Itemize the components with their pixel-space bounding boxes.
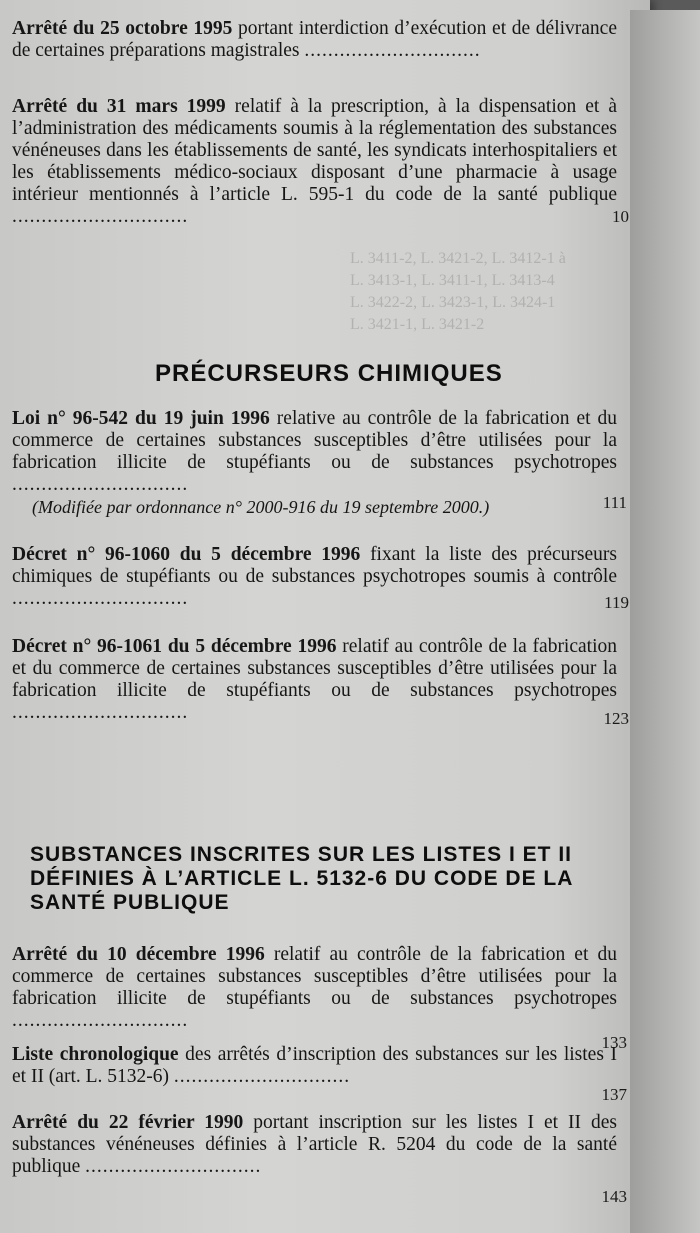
dot-leader: .............................. [12,1010,189,1031]
entry-description: des arrêtés d’inscription des substances sur les listes I et II (art. L. 5132-6) [12,1044,617,1087]
dot-leader: .............................. [12,206,189,227]
page-number: 123 [603,709,629,728]
page-number: 111 [602,493,627,512]
entry-title: Arrêté du 22 février 1990 [12,1112,244,1133]
bleed-through-text: L. 3411-2, L. 3421-2, L. 3412-1 à L. 3413-1, L. 3411-1, L. 3413-4 L. 3422-2, L. 3423-1, L. 3424-1 L. 3421-1, L. 3421-2 [350,250,566,333]
page-number: 133 [601,1033,627,1052]
dot-leader: .............................. [12,474,189,495]
entry-description: relatif à la prescription, à la dispensation et à l’administration des médicaments soumis à la réglementation des substances vénéneuses dans les établissements de santé, les syndicats interhospitaliers et les établissements médico-sociaux disposant d’une pharmacie à usage intérieur mentionnés à l’article L. 595-1 du code de la santé publique [12,96,617,205]
page-number: 137 [601,1085,627,1104]
amendment-note: (Modifiée par ordonnance n° 2000-916 du 19 septembre 2000.) [32,497,490,517]
toc-entry[interactable] [12,1112,627,1206]
entry-title: Arrêté du 10 décembre 1996 [12,944,265,965]
entry-description: relatif au contrôle de la fabrication et du commerce de certaines substances susceptibles d’être utilisées pour la fabrication illicite de stupéfiants ou de substances psychotropes [12,636,617,701]
entry-description: portant inscription sur les listes I et II des substances vénéneuses définies à l’article R. 5204 du code de la santé publique [12,1112,617,1177]
toc-entry[interactable] [12,408,627,518]
page-number: 143 [601,1187,627,1206]
toc-entry[interactable] [12,944,627,1052]
section-heading: SUBSTANCES INSCRITES SUR LES LISTES I ET II DÉFINIES À L’ARTICLE L. 5132-6 DU CODE DE LA SANTÉ PUBLIQUE [30,843,573,914]
entry-title: Loi n° 96-542 du 19 juin 1996 [12,408,270,429]
dot-leader: .............................. [12,588,189,609]
dot-leader: .............................. [85,1156,262,1177]
dot-leader: .............................. [304,40,481,61]
page-number: 10 [612,207,629,226]
toc-entry[interactable] [12,96,629,228]
entry-description: relative au contrôle de la fabrication et du commerce de certaines substances susceptibles d’être utilisées pour la fabrication illicite de stupéfiants ou de substances psychotropes [12,408,618,473]
entry-title: Décret n° 96-1061 du 5 décembre 1996 [12,636,337,657]
entry-description: portant interdiction d’exécution et de délivrance de certaines préparations magistrales [12,18,617,61]
entry-title: Liste chronologique [12,1044,179,1065]
dot-leader: .............................. [173,1066,351,1087]
toc-entry[interactable] [12,544,629,612]
entry-title: Décret n° 96-1060 du 5 décembre 1996 [12,544,361,565]
section-heading: PRÉCURSEURS CHIMIQUES [155,360,503,387]
toc-entry[interactable] [12,636,629,728]
toc-entry[interactable] [12,1044,627,1104]
entry-description: fixant la liste des précurseurs chimiques de stupéfiants ou de substances psychotropes soumis à contrôle [12,544,618,587]
entry-title: Arrêté du 31 mars 1999 [12,96,226,117]
entry-title: Arrêté du 25 octobre 1995 [12,18,233,39]
adjacent-page-edge [630,10,700,1233]
entry-description: relatif au contrôle de la fabrication et du commerce de certaines substances susceptibles d’être utilisées pour la fabrication illicite de stupéfiants ou de substances psychotropes [12,944,617,1009]
dot-leader: .............................. [12,702,189,723]
page-number: 119 [604,593,629,612]
toc-entry[interactable] [12,18,617,62]
